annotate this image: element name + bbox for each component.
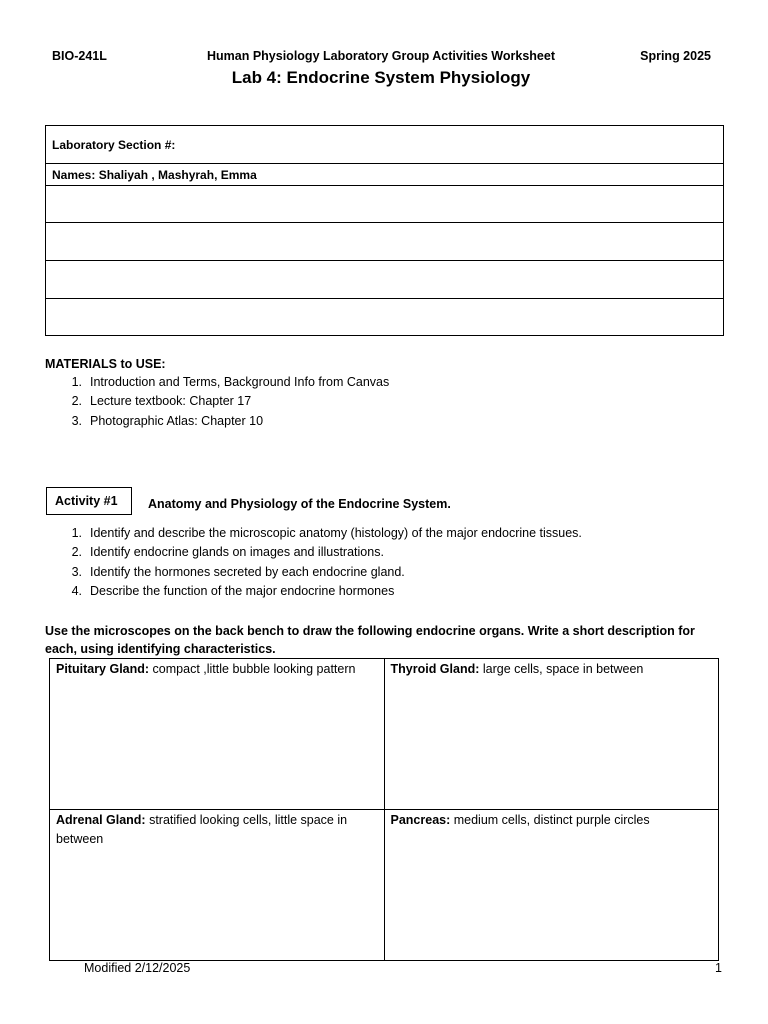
adrenal-cell	[50, 810, 385, 961]
pituitary-cell	[50, 659, 385, 810]
lab-title: Lab 4: Endocrine System Physiology	[231, 68, 531, 87]
thyroid-description: large cells, space in between	[479, 662, 644, 676]
adrenal-label: Adrenal Gland:	[56, 813, 146, 827]
materials-heading: MATERIALS to USE:	[45, 357, 166, 371]
pancreas-cell	[384, 810, 719, 961]
blank-name-row	[46, 261, 724, 299]
drawing-instructions: Use the microscopes on the back bench to draw the following endocrine organs. Write a short description for each, using identifying characteristics.	[45, 624, 695, 656]
thyroid-cell	[384, 659, 719, 810]
info-table	[45, 125, 724, 336]
list-item: 3. Photographic Atlas: Chapter 10	[71, 413, 264, 428]
objectives-list	[45, 524, 582, 601]
list-item: 4. Describe the function of the major endocrine hormones	[71, 583, 395, 598]
activity-title: Anatomy and Physiology of the Endocrine System.	[148, 497, 451, 511]
pituitary-description: compact ,little bubble looking pattern	[149, 662, 356, 676]
list-item: 1. Introduction and Terms, Background Info from Canvas	[71, 375, 390, 389]
pituitary-label: Pituitary Gland:	[56, 662, 150, 676]
section-field: Laboratory Section #:	[46, 126, 724, 164]
names-field: Names: Shaliyah , Mashyrah, Emma	[46, 164, 724, 186]
list-item: 2. Identify endocrine glands on images and illustrations.	[71, 545, 384, 560]
pancreas-description: medium cells, distinct purple circles	[450, 813, 650, 827]
page-number: 1	[715, 961, 722, 975]
list-item: 2. Lecture textbook: Chapter 17	[71, 394, 252, 409]
activity-label: Activity #1	[46, 487, 132, 515]
pancreas-label: Pancreas:	[390, 813, 451, 827]
materials-list	[45, 373, 389, 431]
worksheet-title: Human Physiology Laboratory Group Activities Worksheet	[207, 49, 555, 63]
adrenal-description: stratified looking cells, little space in between	[56, 813, 348, 846]
blank-name-row	[46, 223, 724, 261]
list-item: 1. Identify and describe the microscopic anatomy (histology) of the major endocrine tissues.	[71, 526, 582, 540]
blank-name-row	[46, 299, 724, 336]
thyroid-label: Thyroid Gland:	[390, 662, 480, 676]
term: Spring 2025	[640, 49, 711, 63]
list-item: 3. Identify the hormones secreted by each endocrine gland.	[71, 564, 405, 579]
blank-name-row	[46, 186, 724, 223]
course-code: BIO-241L	[52, 49, 107, 63]
organ-drawing-grid	[49, 658, 719, 961]
modified-date: Modified 2/12/2025	[84, 961, 191, 975]
